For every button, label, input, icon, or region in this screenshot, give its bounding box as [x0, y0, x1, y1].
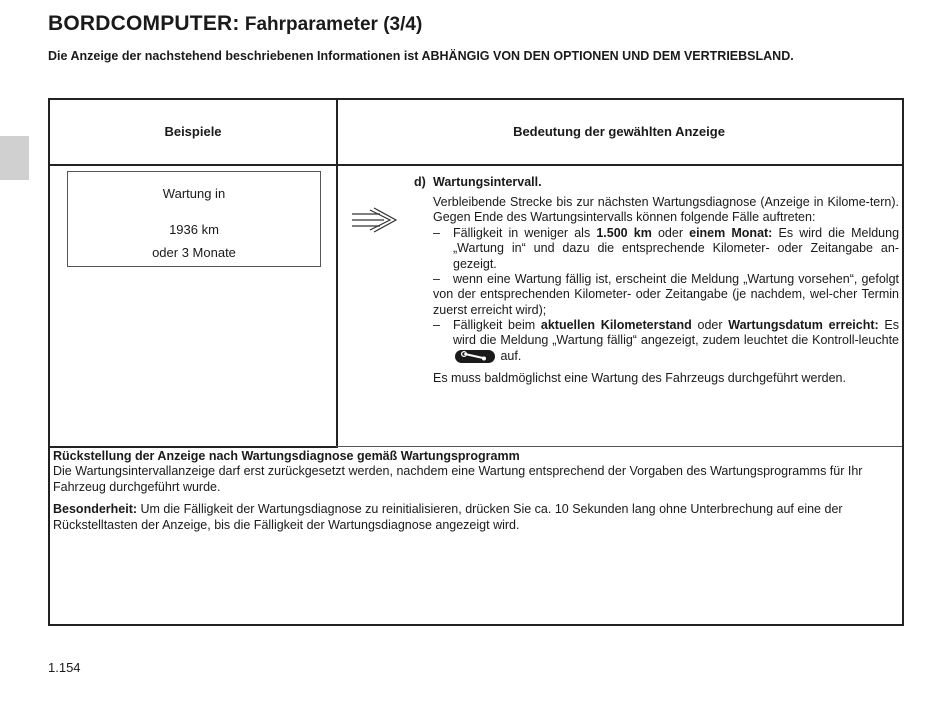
page-number: 1.154 — [48, 660, 81, 675]
bullet-dash: – — [433, 272, 440, 286]
display-line-1: Wartung in — [162, 186, 226, 201]
display-example — [67, 171, 321, 267]
wrench-icon — [455, 350, 495, 363]
section-d-intro: Verbleibende Strecke bis zur nächsten Wartungsdiagnose (Anzeige in Kilome-tern). Gegen Ende des Wartungsintervalls können folgende Fälle auftreten: — [433, 195, 899, 225]
page-subtitle: Die Anzeige der nachstehend beschriebenen Informationen ist ABHÄNGIG VON DEN OPTIONEN UND DEM VERTRIEBSLAND. — [48, 49, 794, 63]
display-line-2: 1936 km — [169, 222, 219, 237]
table-row-divider — [48, 446, 338, 448]
reset-title: Rückstellung der Anzeige nach Wartungsdiagnose gemäß Wartungsprogramm — [53, 449, 520, 463]
section-d-title: Wartungsintervall. — [433, 175, 542, 189]
bullet-item-3: Fälligkeit beim aktuellen Kilometerstand oder Wartungsdatum erreicht: Es wird die Meldung „Wartung fällig“ angezeigt, zudem leuchtet die Kontroll-leuchte auf. — [453, 318, 899, 363]
title-rest: Fahrparameter (3/4) — [244, 14, 423, 35]
bullet-item-2: wenn eine Wartung fällig ist, erscheint die Meldung „Wartung vorsehen“, gefolgt von der entsprechenden Kilometer- oder Zeitangabe (je nachdem, wel-cher Termin zuerst erreicht wird); — [433, 272, 899, 317]
table-column-divider — [336, 98, 338, 447]
bullet-item-1: Fälligkeit in weniger als 1.500 km oder einem Monat: Es wird die Meldung „Wartung in“ und dazu die entsprechende Kilometer- oder Zeitangabe an-gezeigt. — [453, 226, 900, 271]
special-note: Besonderheit: Um die Fälligkeit der Wartungsdiagnose zu reinitialisieren, drücken Sie ca. 10 Sekunden lang ohne Unterbrechung auf eine der Rückstelltasten der Anzeige, bis die Fälligkeit der Wartungsdiagnose angezeigt wird. — [53, 502, 843, 532]
column-header-meaning: Bedeutung der gewählten Anzeige — [513, 124, 725, 139]
section-thumb-tab — [0, 136, 29, 180]
arrow-right-icon — [350, 206, 400, 234]
column-header-examples: Beispiele — [164, 124, 222, 139]
page-title — [48, 12, 422, 36]
table-row-divider-right — [336, 446, 902, 447]
table-header-divider — [48, 164, 902, 166]
bullet-dash: – — [433, 226, 440, 240]
reset-text: Die Wartungsintervallanzeige darf erst zurückgesetzt werden, nachdem eine Wartung entsprechend der Vorgaben des Wartungsprogramms für Ihr Fahrzeug durchgeführt wurde. — [53, 464, 863, 494]
display-line-3: oder 3 Monate — [152, 245, 236, 260]
section-d-label: d) — [414, 175, 426, 189]
title-main: BORDCOMPUTER: — [48, 12, 240, 35]
bullet-dash: – — [433, 318, 440, 332]
section-d-closing: Es muss baldmöglichst eine Wartung des Fahrzeugs durchgeführt werden. — [433, 371, 846, 385]
